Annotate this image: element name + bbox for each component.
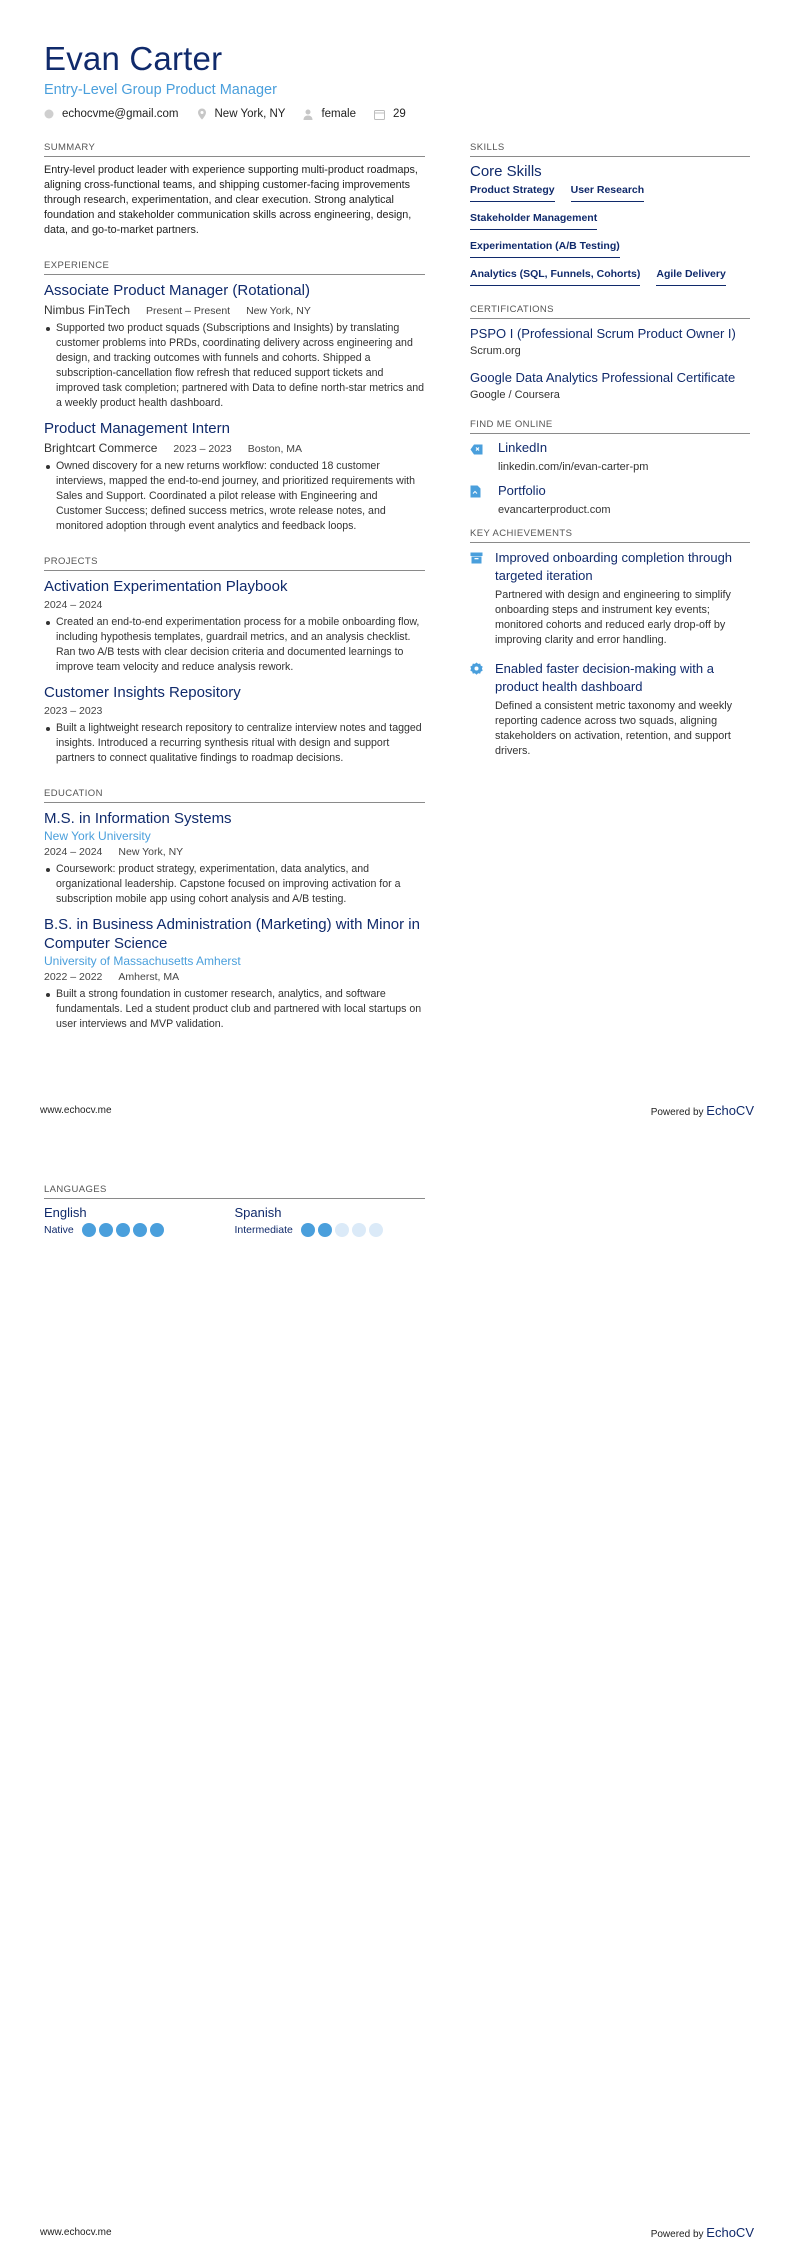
contact-location — [197, 108, 286, 120]
powered-by-label: Powered by — [650, 1107, 704, 1118]
email-icon — [44, 109, 54, 119]
online-link-linkedin[interactable] — [470, 440, 750, 473]
experience-item — [44, 281, 425, 411]
badge-icon — [470, 662, 483, 675]
rating-dot-filled — [116, 1223, 130, 1237]
education-bullet: Coursework: product strategy, experimentation, data analytics, and organizational leadership. Capstone focused on improving activation for a subscription mobile app using cohort analysis and A/B testing. — [56, 862, 425, 907]
achievement-item — [470, 660, 750, 759]
education-dates: 2024 – 2024 — [44, 846, 103, 858]
left-column — [44, 142, 425, 1032]
experience-item — [44, 419, 425, 534]
brand-logo: EchoCV — [706, 1103, 754, 1118]
footer-powered — [651, 1103, 754, 1118]
company-name: Nimbus FinTech — [44, 303, 131, 317]
achievement-title: Improved onboarding completion through targeted iteration — [495, 550, 733, 583]
rating-dot-filled — [318, 1223, 332, 1237]
achievement-title: Enabled faster decision-making with a product health dashboard — [495, 661, 714, 694]
right-column — [470, 142, 750, 771]
summary-text: Entry-level product leader with experience supporting multi-product roadmaps, aligning cross-functional teams, and shipping customer-facing improvements through research, experimentation, and clear execution. Strong analytical foundation and stakeholder communication skills across engineering, design, data, and go-to-market partners. — [44, 164, 418, 236]
section-heading: KEY ACHIEVEMENTS — [470, 528, 750, 543]
rating-dot-filled — [150, 1223, 164, 1237]
contact-row — [44, 108, 424, 120]
candidate-name: Evan Carter — [44, 40, 223, 77]
skill-chip: Product Strategy — [470, 184, 555, 202]
project-item — [44, 577, 425, 675]
portfolio-icon — [470, 485, 481, 498]
section-heading: PROJECTS — [44, 556, 425, 571]
section-heading: SUMMARY — [44, 142, 425, 157]
achievement-item — [470, 549, 750, 648]
education-location: New York, NY — [118, 846, 184, 858]
page-footer — [40, 2225, 754, 2240]
section-heading: EXPERIENCE — [44, 260, 425, 275]
calendar-icon — [374, 109, 385, 120]
rating-dot-filled — [133, 1223, 147, 1237]
certifications-section — [470, 304, 750, 401]
gender-text: female — [321, 108, 356, 120]
online-link-portfolio[interactable] — [470, 483, 750, 516]
job-bullet: Owned discovery for a new returns workflow: conducted 18 customer interviews, mapped the end-to-end journey, and prioritized requirements with Sales and Support. Coordinated a pilot release with Engineering and Customer Success; defined success metrics, wrote release notes, and monitored adoption through event analytics and feedback loops. — [56, 459, 425, 534]
section-heading: SKILLS — [470, 142, 750, 157]
certification-issuer: Google / Coursera — [470, 389, 560, 401]
experience-section — [44, 260, 425, 534]
candidate-title: Entry-Level Group Product Manager — [44, 82, 277, 98]
job-location: Boston, MA — [247, 443, 303, 455]
link-url[interactable]: evancarterproduct.com — [498, 504, 611, 516]
achievement-description: Partnered with design and engineering to simplify onboarding steps and instrument key events; monitored cohorts and reduced early drop-off by improving clarity and error handling. — [495, 589, 731, 646]
education-meta — [44, 971, 425, 983]
brand-logo: EchoCV — [706, 2225, 754, 2240]
rating-dot-empty — [369, 1223, 383, 1237]
age-text: 29 — [392, 108, 406, 120]
language-rating — [82, 1223, 167, 1237]
education-bullet: Built a strong foundation in customer research, analytics, and software fundamentals. Led a student product club and partnered with local startups on user interviews and MVP validation. — [56, 987, 425, 1032]
section-heading: LANGUAGES — [44, 1184, 425, 1199]
project-item — [44, 683, 425, 766]
certification-issuer: Scrum.org — [470, 345, 521, 357]
certification-name: Google Data Analytics Professional Certificate — [470, 370, 736, 385]
achievements-section — [470, 528, 750, 759]
footer-powered — [651, 2225, 754, 2240]
rating-dot-empty — [335, 1223, 349, 1237]
skills-group-title: Core Skills — [470, 163, 542, 180]
contact-age — [374, 108, 406, 120]
skill-chip: Analytics (SQL, Funnels, Cohorts) — [470, 268, 640, 286]
education-dates: 2022 – 2022 — [44, 971, 103, 983]
company-name: Brightcart Commerce — [44, 441, 158, 455]
school-name: University of Massachusetts Amherst — [44, 954, 241, 968]
footer-website[interactable]: www.echocv.me — [40, 2227, 112, 2238]
section-heading: EDUCATION — [44, 788, 425, 803]
education-section — [44, 788, 425, 1032]
rating-dot-filled — [99, 1223, 113, 1237]
degree-title: M.S. in Information Systems — [44, 810, 232, 827]
link-url[interactable]: linkedin.com/in/evan-carter-pm — [498, 461, 649, 473]
language-name: English — [44, 1205, 87, 1220]
link-name: LinkedIn — [498, 440, 548, 455]
powered-by-label: Powered by — [650, 2229, 704, 2240]
education-meta — [44, 846, 425, 858]
education-item — [44, 915, 425, 1032]
language-level-row — [235, 1223, 426, 1237]
job-title: Associate Product Manager (Rotational) — [44, 282, 310, 299]
project-title: Activation Experimentation Playbook — [44, 578, 288, 595]
project-dates: 2023 – 2023 — [44, 705, 103, 717]
education-location: Amherst, MA — [118, 971, 180, 983]
skill-chip: Agile Delivery — [656, 268, 725, 286]
project-meta — [44, 599, 425, 611]
language-level-row — [44, 1223, 235, 1237]
summary-section — [44, 142, 425, 238]
project-meta — [44, 705, 425, 717]
rating-dot-filled — [301, 1223, 315, 1237]
degree-title: B.S. in Business Administration (Marketing) with Minor in Computer Science — [44, 916, 420, 952]
project-title: Customer Insights Repository — [44, 684, 241, 701]
box-icon — [470, 552, 483, 564]
skill-chip: Experimentation (A/B Testing) — [470, 240, 620, 258]
school-name: New York University — [44, 829, 151, 843]
certification-name: PSPO I (Professional Scrum Product Owner I) — [470, 326, 736, 341]
job-meta — [44, 303, 425, 317]
job-dates: Present – Present — [146, 305, 231, 317]
skill-chip: User Research — [571, 184, 645, 202]
page-footer — [40, 1103, 754, 1118]
project-bullet: Created an end-to-end experimentation process for a mobile onboarding flow, including hypothesis templates, guardrail metrics, and an analysis checklist. Ran two A/B tests with clear decision criteria and documented learnings to improve team velocity and reduce analysis rework. — [56, 615, 425, 675]
job-bullet: Supported two product squads (Subscriptions and Insights) by translating customer problems into PRDs, coordinating delivery across engineering and design, and tracking outcomes with funnels and cohorts. Shipped a subscription-cancellation flow refresh that reduced support tickets and improved task completion; partnered with Data to define north-star metrics and a weekly product health dashboard. — [56, 322, 425, 409]
skill-chip: Stakeholder Management — [470, 212, 597, 230]
linkedin-icon — [470, 444, 483, 455]
email-text: echocvme@gmail.com — [62, 108, 179, 120]
language-level: Native — [44, 1224, 74, 1236]
job-location: New York, NY — [246, 305, 311, 317]
section-heading: FIND ME ONLINE — [470, 419, 750, 434]
language-name: Spanish — [234, 1205, 282, 1220]
project-dates: 2024 – 2024 — [44, 599, 103, 611]
person-icon — [303, 109, 313, 120]
achievement-description: Defined a consistent metric taxonomy and weekly reporting cadence across two squads, aligning stakeholders on activation, retention, and support drivers. — [495, 700, 733, 757]
projects-section — [44, 556, 425, 766]
section-heading: CERTIFICATIONS — [470, 304, 750, 319]
location-pin-icon — [197, 108, 207, 120]
skills-section — [470, 142, 750, 296]
link-name: Portfolio — [498, 483, 546, 498]
language-item — [235, 1205, 426, 1237]
language-level: Intermediate — [234, 1224, 293, 1236]
language-rating — [301, 1223, 386, 1237]
job-dates: 2023 – 2023 — [173, 443, 232, 455]
language-list — [44, 1205, 425, 1237]
online-section — [470, 419, 750, 516]
contact-gender — [303, 108, 356, 120]
footer-website[interactable]: www.echocv.me — [40, 1105, 112, 1116]
language-item — [44, 1205, 235, 1237]
skills-list — [470, 184, 750, 296]
project-bullet: Built a lightweight research repository to centralize interview notes and tagged insights. Introduced a recurring synthesis ritual with design and support partners to connect qualitative findings to roadmap decisions. — [56, 721, 425, 766]
languages-section — [44, 1184, 425, 1237]
contact-email — [44, 108, 179, 120]
rating-dot-empty — [352, 1223, 366, 1237]
location-text: New York, NY — [214, 108, 286, 120]
job-meta — [44, 441, 425, 455]
education-item — [44, 809, 425, 907]
rating-dot-filled — [82, 1223, 96, 1237]
job-title: Product Management Intern — [44, 420, 230, 437]
